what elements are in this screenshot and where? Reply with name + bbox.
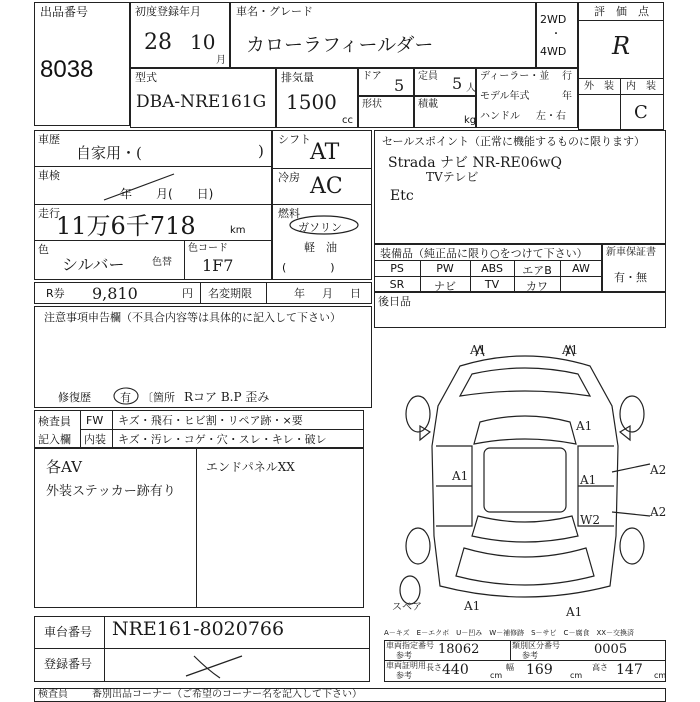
color-change-label: 色替: [152, 257, 172, 268]
capacity-unit: 人: [466, 83, 476, 94]
category-value: 0005: [594, 642, 628, 657]
inspection-value: 年 月( 日): [120, 187, 214, 201]
fuel-diesel: 軽 油: [304, 241, 337, 254]
damage-mark-right-rear: W2: [580, 513, 600, 527]
drive-dot: ・: [551, 29, 561, 40]
reg-strike: [180, 650, 250, 680]
equip-tv: TV: [484, 278, 500, 291]
damage-legend: A－キズ E－エクボ U－凹み W－補修跡 S－サビ C－腐食 XX－交換済: [384, 629, 635, 637]
interior-items: キズ・汚レ・コゲ・穴・スレ・キレ・破レ: [118, 433, 327, 446]
drive-4wd: 4WD: [540, 45, 567, 58]
mileage-value: 11万6千718: [56, 212, 196, 240]
sales-point-line1: Strada ナビ NR-RE06wQ: [388, 155, 563, 171]
length-value: 440: [442, 662, 469, 678]
proof-label: 車両証明用: [386, 661, 426, 670]
recycle-yen: 円: [182, 287, 193, 300]
first-reg-label: 初度登録年月: [135, 5, 201, 18]
deadline-month: 月: [322, 287, 333, 300]
capacity-value: 5: [452, 74, 463, 93]
color-value: シルバー: [62, 255, 125, 274]
category-label: 類別区分番号: [512, 641, 560, 650]
inspector-note-right: エンドパネルXX: [206, 460, 295, 474]
kg-unit: kg: [464, 115, 477, 126]
inspector-label-1: 検査員: [38, 415, 71, 428]
name-grade-value: カローラフィールダー: [246, 34, 434, 56]
warranty-value: 有・無: [614, 271, 647, 284]
color-code-value: 1F7: [202, 256, 234, 275]
rating-label: 評 価 点: [594, 5, 649, 18]
dealer-mark: 行: [562, 71, 572, 82]
category-sub: 参考: [522, 651, 538, 660]
equip-aw: AW: [572, 262, 590, 275]
month-unit: 月: [216, 55, 226, 66]
width-label: 幅: [506, 663, 514, 672]
model-year-label: モデル年式: [480, 91, 530, 102]
height-label: 高さ: [592, 663, 608, 672]
displacement-value: 1500: [286, 90, 337, 114]
damage-mark-rear-right: A1: [566, 605, 583, 619]
designation-sub: 参考: [396, 651, 412, 660]
equipment-label: 装備品（純正品に限り○をつけて下さい）: [380, 247, 588, 260]
equip-airbag: エアB: [522, 264, 552, 277]
warranty-label: 新車保証書: [606, 247, 656, 258]
car-diagram: [380, 336, 670, 626]
fw-label: FW: [86, 414, 104, 427]
fuel-gasoline: ガソリン: [298, 221, 342, 234]
handle-value: 左・右: [536, 111, 566, 122]
fuel-paren: ( ): [282, 261, 335, 274]
shift-value: AT: [310, 140, 340, 165]
inspector-note-left-1: 各AV: [46, 458, 82, 476]
interior-label: 内 装: [626, 81, 656, 92]
lot-number: 8038: [40, 56, 94, 83]
history-label: 車歴: [38, 133, 60, 146]
km-unit: km: [230, 225, 246, 236]
color-label: 色: [38, 243, 49, 256]
damage-mark-rear-left: A1: [464, 599, 481, 613]
damage-mark-front-right: A1: [562, 343, 579, 357]
damage-mark-front-left: A1: [470, 343, 487, 357]
interior-value: C: [634, 102, 648, 123]
inspection-strike: [100, 168, 180, 204]
equip-sr: SR: [389, 278, 405, 291]
door-label: ドア: [362, 71, 382, 82]
chassis-value: NRE161-8020766: [112, 618, 285, 640]
fuel-circle: [288, 214, 360, 236]
rating-value: R: [612, 32, 631, 60]
model-year-unit: 年: [562, 91, 572, 102]
type-value: DBA-NRE161G: [136, 92, 267, 112]
ac-value: AC: [310, 174, 343, 199]
damage-mark-right-quarter: A2: [650, 505, 667, 519]
inspector-label-2: 記入欄: [38, 433, 71, 446]
spare-label: スペア: [392, 602, 422, 613]
later-items-block: [374, 292, 666, 328]
height-value: 147: [616, 662, 643, 678]
damage-mark-right-door: A2: [650, 463, 667, 477]
inspector-notes: [34, 448, 364, 608]
sales-point-line2: TVテレビ: [426, 170, 479, 184]
load-label: 積載: [418, 99, 438, 110]
history-value: 自家用・(: [76, 144, 142, 162]
height-cm: cm: [654, 671, 667, 680]
deadline-day: 日: [350, 287, 361, 300]
reg-label: 登録番号: [44, 657, 93, 671]
later-items-label: 後日品: [378, 295, 411, 308]
deadline-label: 名変期限: [208, 287, 252, 300]
drive-2wd: 2WD: [540, 13, 567, 26]
door-value: 5: [394, 76, 405, 95]
repair-value: 有: [120, 391, 131, 404]
proof-sub: 参考: [396, 671, 412, 680]
damage-mark-right-side: A1: [580, 473, 597, 487]
sales-point-line3: Etc: [390, 188, 414, 204]
designation-label: 車両指定番号: [386, 641, 434, 650]
equip-abs: ABS: [481, 262, 503, 275]
color-code-label: 色コード: [188, 243, 228, 254]
length-label: 長さ: [426, 663, 442, 672]
footer-note: 番別出品コーナー（ご希望のコーナー名を記入して下さい）: [92, 689, 362, 700]
type-label: 型式: [135, 71, 157, 84]
name-grade-label: 車名・グレード: [236, 5, 313, 18]
fw-items: キズ・飛石・ヒビ割・リペア跡・×要: [118, 414, 303, 427]
shift-label: シフト: [278, 133, 311, 146]
rating-box: [578, 2, 664, 130]
history-paren: ): [258, 142, 264, 160]
width-value: 169: [526, 662, 553, 678]
repair-place-value: Rコア B.P 歪み: [184, 390, 270, 404]
lot-label: 出品番号: [40, 5, 89, 19]
repair-place-label: 〔箇所: [142, 391, 175, 404]
designation-value: 18062: [438, 642, 480, 657]
dealer-label: ディーラー・並: [480, 71, 550, 82]
inspector-note-left-2: 外装ステッカー跡有り: [46, 484, 176, 499]
ac-label: 冷房: [278, 171, 300, 184]
recycle-label: R券: [46, 287, 65, 300]
interior-row-label: 内装: [84, 433, 106, 446]
first-reg-year: 28: [144, 30, 172, 55]
length-cm: cm: [490, 671, 503, 680]
equip-navi: ナビ: [434, 280, 456, 293]
equip-ps: PS: [390, 262, 404, 275]
repair-circle: [112, 386, 140, 406]
cc-unit: cc: [342, 115, 353, 126]
deadline-year: 年: [294, 287, 305, 300]
shape-label: 形状: [362, 99, 382, 110]
footer-inspector-label: 検査員: [38, 689, 68, 700]
handle-label: ハンドル: [480, 111, 520, 122]
sales-point-label: セールスポイント（正常に機能するものに限ります）: [382, 135, 646, 148]
mileage-label: 走行: [38, 207, 60, 220]
damage-mark-right-front: A1: [576, 419, 593, 433]
recycle-value: 9,810: [92, 284, 138, 303]
exterior-label: 外 装: [584, 81, 614, 92]
first-reg-month: 10: [190, 30, 216, 54]
width-cm: cm: [570, 671, 583, 680]
damage-mark-left-side: A1: [452, 469, 469, 483]
remarks-label: 注意事項申告欄（不具合内容等は具体的に記入して下さい）: [44, 311, 341, 324]
repair-label: 修復歴: [58, 391, 91, 404]
capacity-label: 定員: [418, 71, 438, 82]
equip-pw: PW: [436, 262, 454, 275]
displacement-label: 排気量: [281, 71, 314, 84]
inspection-label: 車検: [38, 169, 60, 182]
equip-leather: カワ: [526, 280, 548, 293]
fuel-label: 燃料: [278, 207, 300, 220]
chassis-label: 車台番号: [44, 625, 93, 639]
